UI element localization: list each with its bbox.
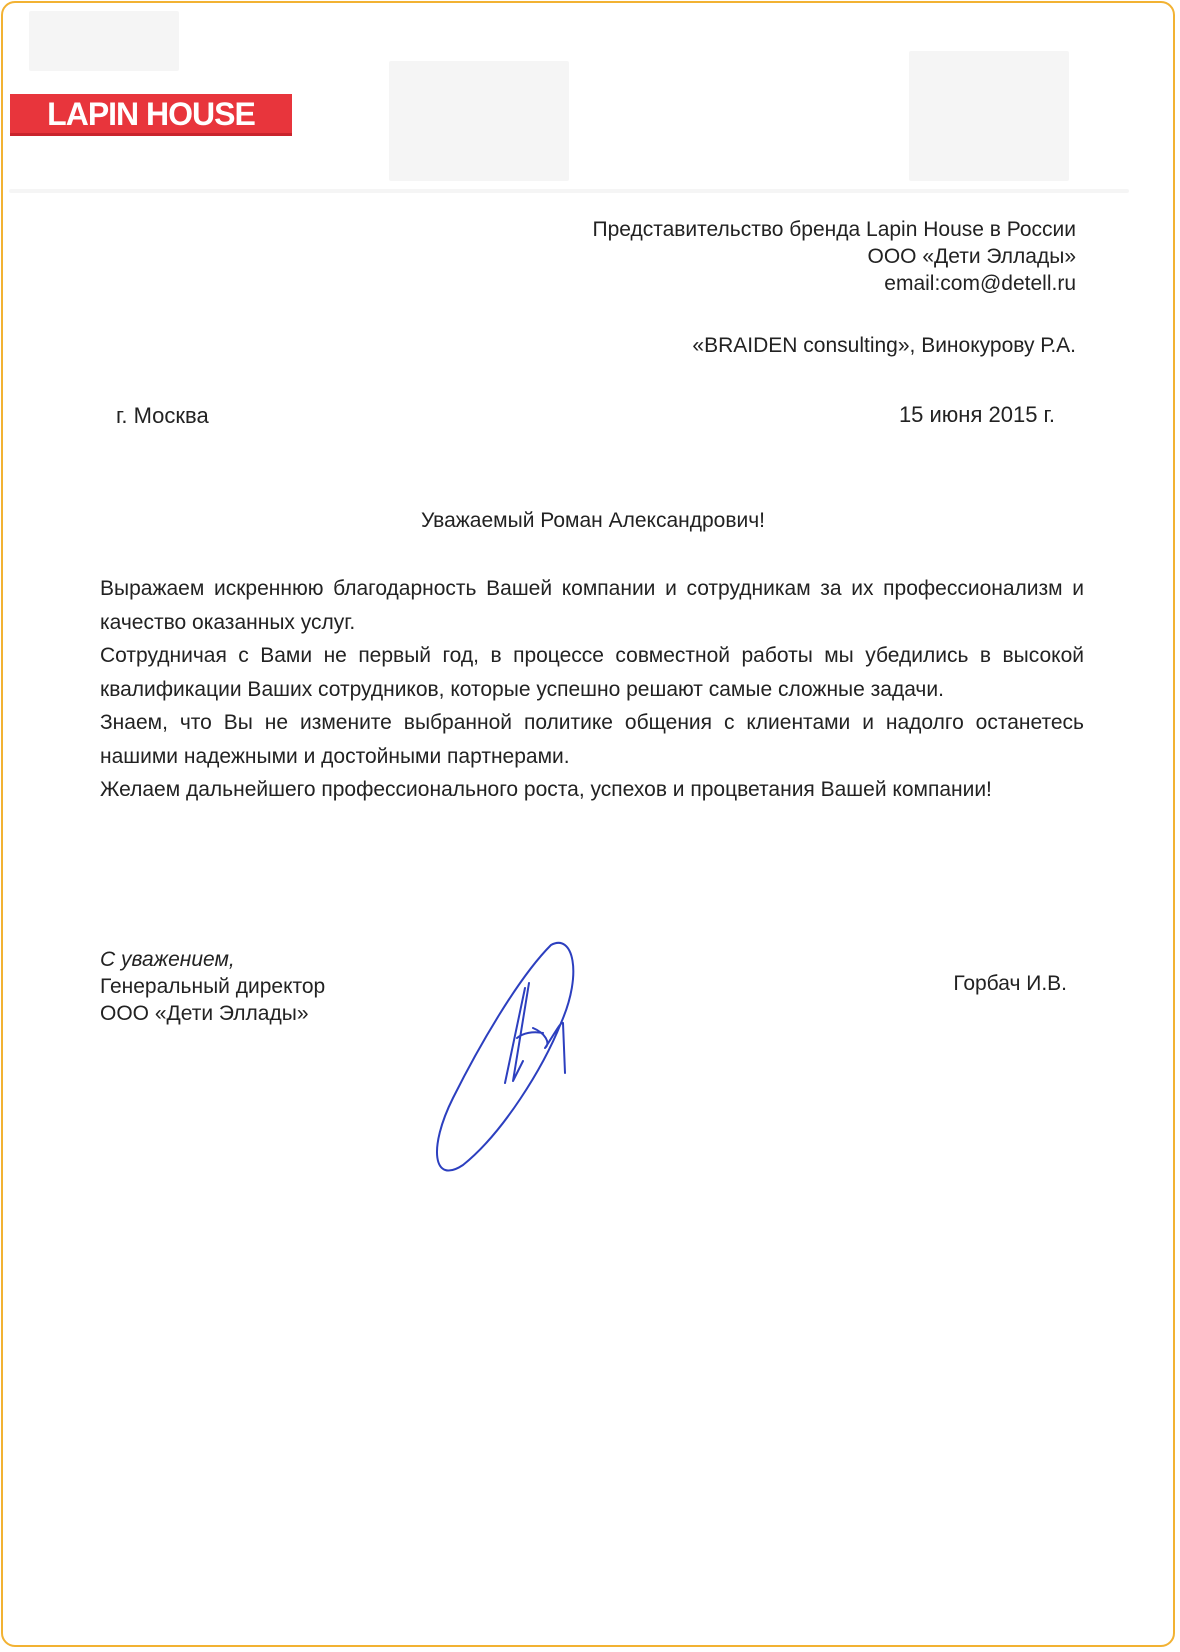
closing-block (100, 946, 325, 1027)
recipient-line: «BRAIDEN consulting», Винокурову Р.А. (692, 334, 1076, 357)
sender-block (592, 216, 1076, 297)
sender-company: ООО «Дети Эллады» (867, 245, 1076, 268)
sender-representation: Представительство бренда Lapin House в России (592, 218, 1076, 241)
date-line: 15 июня 2015 г. (898, 402, 1055, 427)
body-paragraph: Сотрудничая с Вами не первый год, в процессе совместной работы мы убедились в высокой квалификации Ваших сотрудников, которые успешно решают самые сложные задачи. (100, 644, 1084, 701)
body-paragraph: Знаем, что Вы не измените выбранной политике общения с клиентами и надолго останетесь нашими надежными и достойными партнерами. (100, 711, 1084, 768)
brand-logo (10, 94, 292, 136)
document-page (1, 1, 1175, 1647)
closing-position: Генеральный директор (100, 975, 326, 998)
handwritten-signature (433, 933, 613, 1173)
body-paragraph: Выражаем искреннюю благодарность Вашей компании и сотрудникам за их профессионализм и качество оказанных услуг. (100, 577, 1084, 634)
sender-email: email:com@detell.ru (884, 272, 1076, 295)
closing-regards: С уважением, (100, 948, 235, 971)
place-line: г. Москва (116, 403, 209, 428)
letter-body (100, 572, 1084, 807)
closing-company: ООО «Дети Эллады» (100, 1002, 309, 1025)
salutation: Уважаемый Роман Александрович! (421, 509, 765, 532)
brand-logo-text: LAPIN HOUSE (47, 95, 255, 132)
body-paragraph: Желаем дальнейшего профессионального роста, успехов и процветания Вашей компании! (100, 778, 992, 801)
signer-name: Горбач И.В. (953, 972, 1067, 995)
